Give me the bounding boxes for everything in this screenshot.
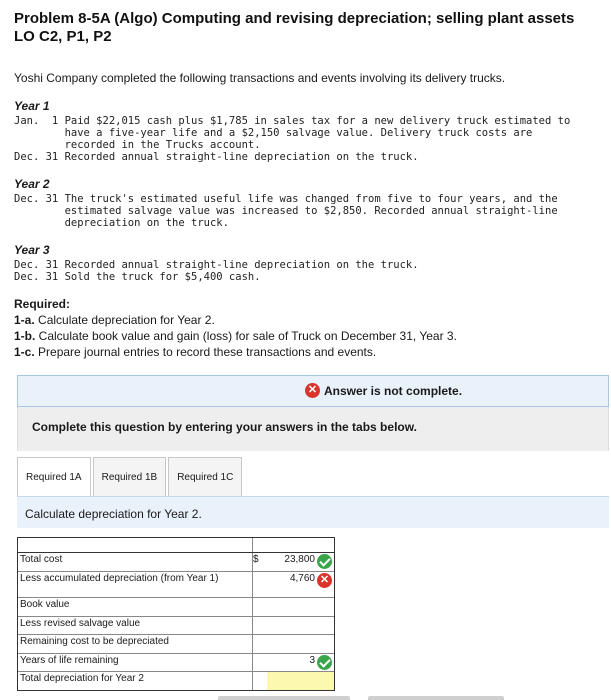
required-code: 1-b.: [14, 329, 36, 343]
total-cost-input[interactable]: [267, 553, 334, 571]
table-header-row: [18, 538, 334, 553]
intro-text: Yoshi Company completed the following transactions and events involving its delivery trucks.: [14, 71, 506, 85]
table-row: [18, 617, 334, 636]
check-circle-icon: [317, 655, 332, 670]
currency-symbol: $: [253, 554, 259, 565]
tab-required-1a[interactable]: Required 1A: [17, 457, 91, 497]
answer-status: [305, 383, 462, 398]
book-value-input[interactable]: [267, 598, 334, 616]
required-text: Calculate depreciation for Year 2.: [34, 313, 215, 327]
currency-symbol: [253, 635, 267, 653]
panel-title: Calculate depreciation for Year 2.: [25, 507, 202, 521]
year-1-line-3: recorded in the Trucks account.: [14, 139, 261, 151]
row-label: Years of life remaining: [18, 654, 253, 672]
accumulated-depreciation-input[interactable]: [267, 572, 334, 597]
table-row: [18, 572, 334, 598]
required-item-1c: [14, 345, 376, 359]
instruction-text: Complete this question by entering your answers in the tabs below.: [32, 420, 417, 434]
currency-symbol: [253, 617, 267, 635]
problem-title-line1: Problem 8-5A (Algo) Computing and revising depreciation; selling plant assets: [14, 10, 575, 27]
currency-symbol: [253, 672, 267, 690]
tab-strip: [17, 457, 242, 497]
next-button[interactable]: [368, 696, 504, 700]
years-remaining-input[interactable]: [267, 654, 334, 672]
year-1-line-4: Dec. 31 Recorded annual straight-line depreciation on the truck.: [14, 151, 419, 163]
table-row: [18, 635, 334, 654]
row-label: Book value: [18, 598, 253, 616]
instruction-bar: [17, 407, 609, 451]
year-2-line-2: estimated salvage value was increased to $2,850. Recorded annual straight-line: [14, 205, 558, 217]
required-code: 1-c.: [14, 345, 35, 359]
table-row: [18, 672, 334, 690]
row-label: Less revised salvage value: [18, 617, 253, 635]
answer-status-bar: [17, 375, 609, 407]
panel-title-bar: [17, 496, 609, 528]
x-circle-icon: ✕: [305, 383, 320, 398]
year-2-line-3: depreciation on the truck.: [14, 217, 229, 229]
year-2-line-1: Dec. 31 The truck's estimated useful life was changed from five to four years, and the: [14, 193, 558, 205]
row-label: Remaining cost to be depreciated: [18, 635, 253, 653]
year-3-heading: Year 3: [14, 243, 50, 257]
currency-symbol: [253, 654, 267, 672]
required-item-1a: [14, 313, 215, 327]
required-text: Calculate book value and gain (loss) for sale of Truck on December 31, Year 3.: [35, 329, 457, 343]
required-code: 1-a.: [14, 313, 35, 327]
required-text: Prepare journal entries to record these transactions and events.: [34, 345, 377, 359]
required-item-1b: [14, 329, 457, 343]
prev-button[interactable]: [218, 696, 350, 700]
revised-salvage-input[interactable]: [267, 617, 334, 635]
tab-required-1c[interactable]: Required 1C: [168, 457, 242, 497]
problem-title-line2: LO C2, P1, P2: [14, 28, 112, 45]
table-row: [18, 654, 334, 673]
check-circle-icon: [317, 554, 332, 569]
year-1-line-2: have a five-year life and a $2,150 salvage value. Delivery truck costs are: [14, 127, 533, 139]
year-1-line-1: Jan. 1 Paid $22,015 cash plus $1,785 in sales tax for a new delivery truck estimated to: [14, 115, 571, 127]
answer-status-text: Answer is not complete.: [324, 383, 463, 398]
currency-symbol: [253, 572, 267, 597]
row-label: Total cost: [18, 553, 253, 571]
problem-title: [14, 10, 604, 46]
table-row: [18, 598, 334, 617]
row-label: Total depreciation for Year 2: [18, 672, 253, 690]
x-circle-icon: ✕: [317, 573, 332, 588]
currency-symbol: [253, 598, 267, 616]
cell-value: 3: [309, 654, 315, 666]
year-3-line-1: Dec. 31 Recorded annual straight-line depreciation on the truck.: [14, 259, 419, 271]
required-heading: Required:: [14, 297, 71, 311]
table-row: [18, 553, 334, 572]
total-depreciation-input[interactable]: [267, 672, 334, 690]
remaining-cost-input[interactable]: [267, 635, 334, 653]
year-2-heading: Year 2: [14, 177, 50, 191]
row-label: Less accumulated depreciation (from Year 1): [18, 572, 253, 597]
cell-value: 23,800: [284, 554, 315, 565]
year-3-line-2: Dec. 31 Sold the truck for $5,400 cash.: [14, 271, 261, 283]
year-1-heading: Year 1: [14, 99, 50, 113]
tab-required-1b[interactable]: Required 1B: [93, 457, 167, 497]
cell-value: 4,760: [289, 573, 315, 584]
depreciation-table: [17, 537, 335, 691]
